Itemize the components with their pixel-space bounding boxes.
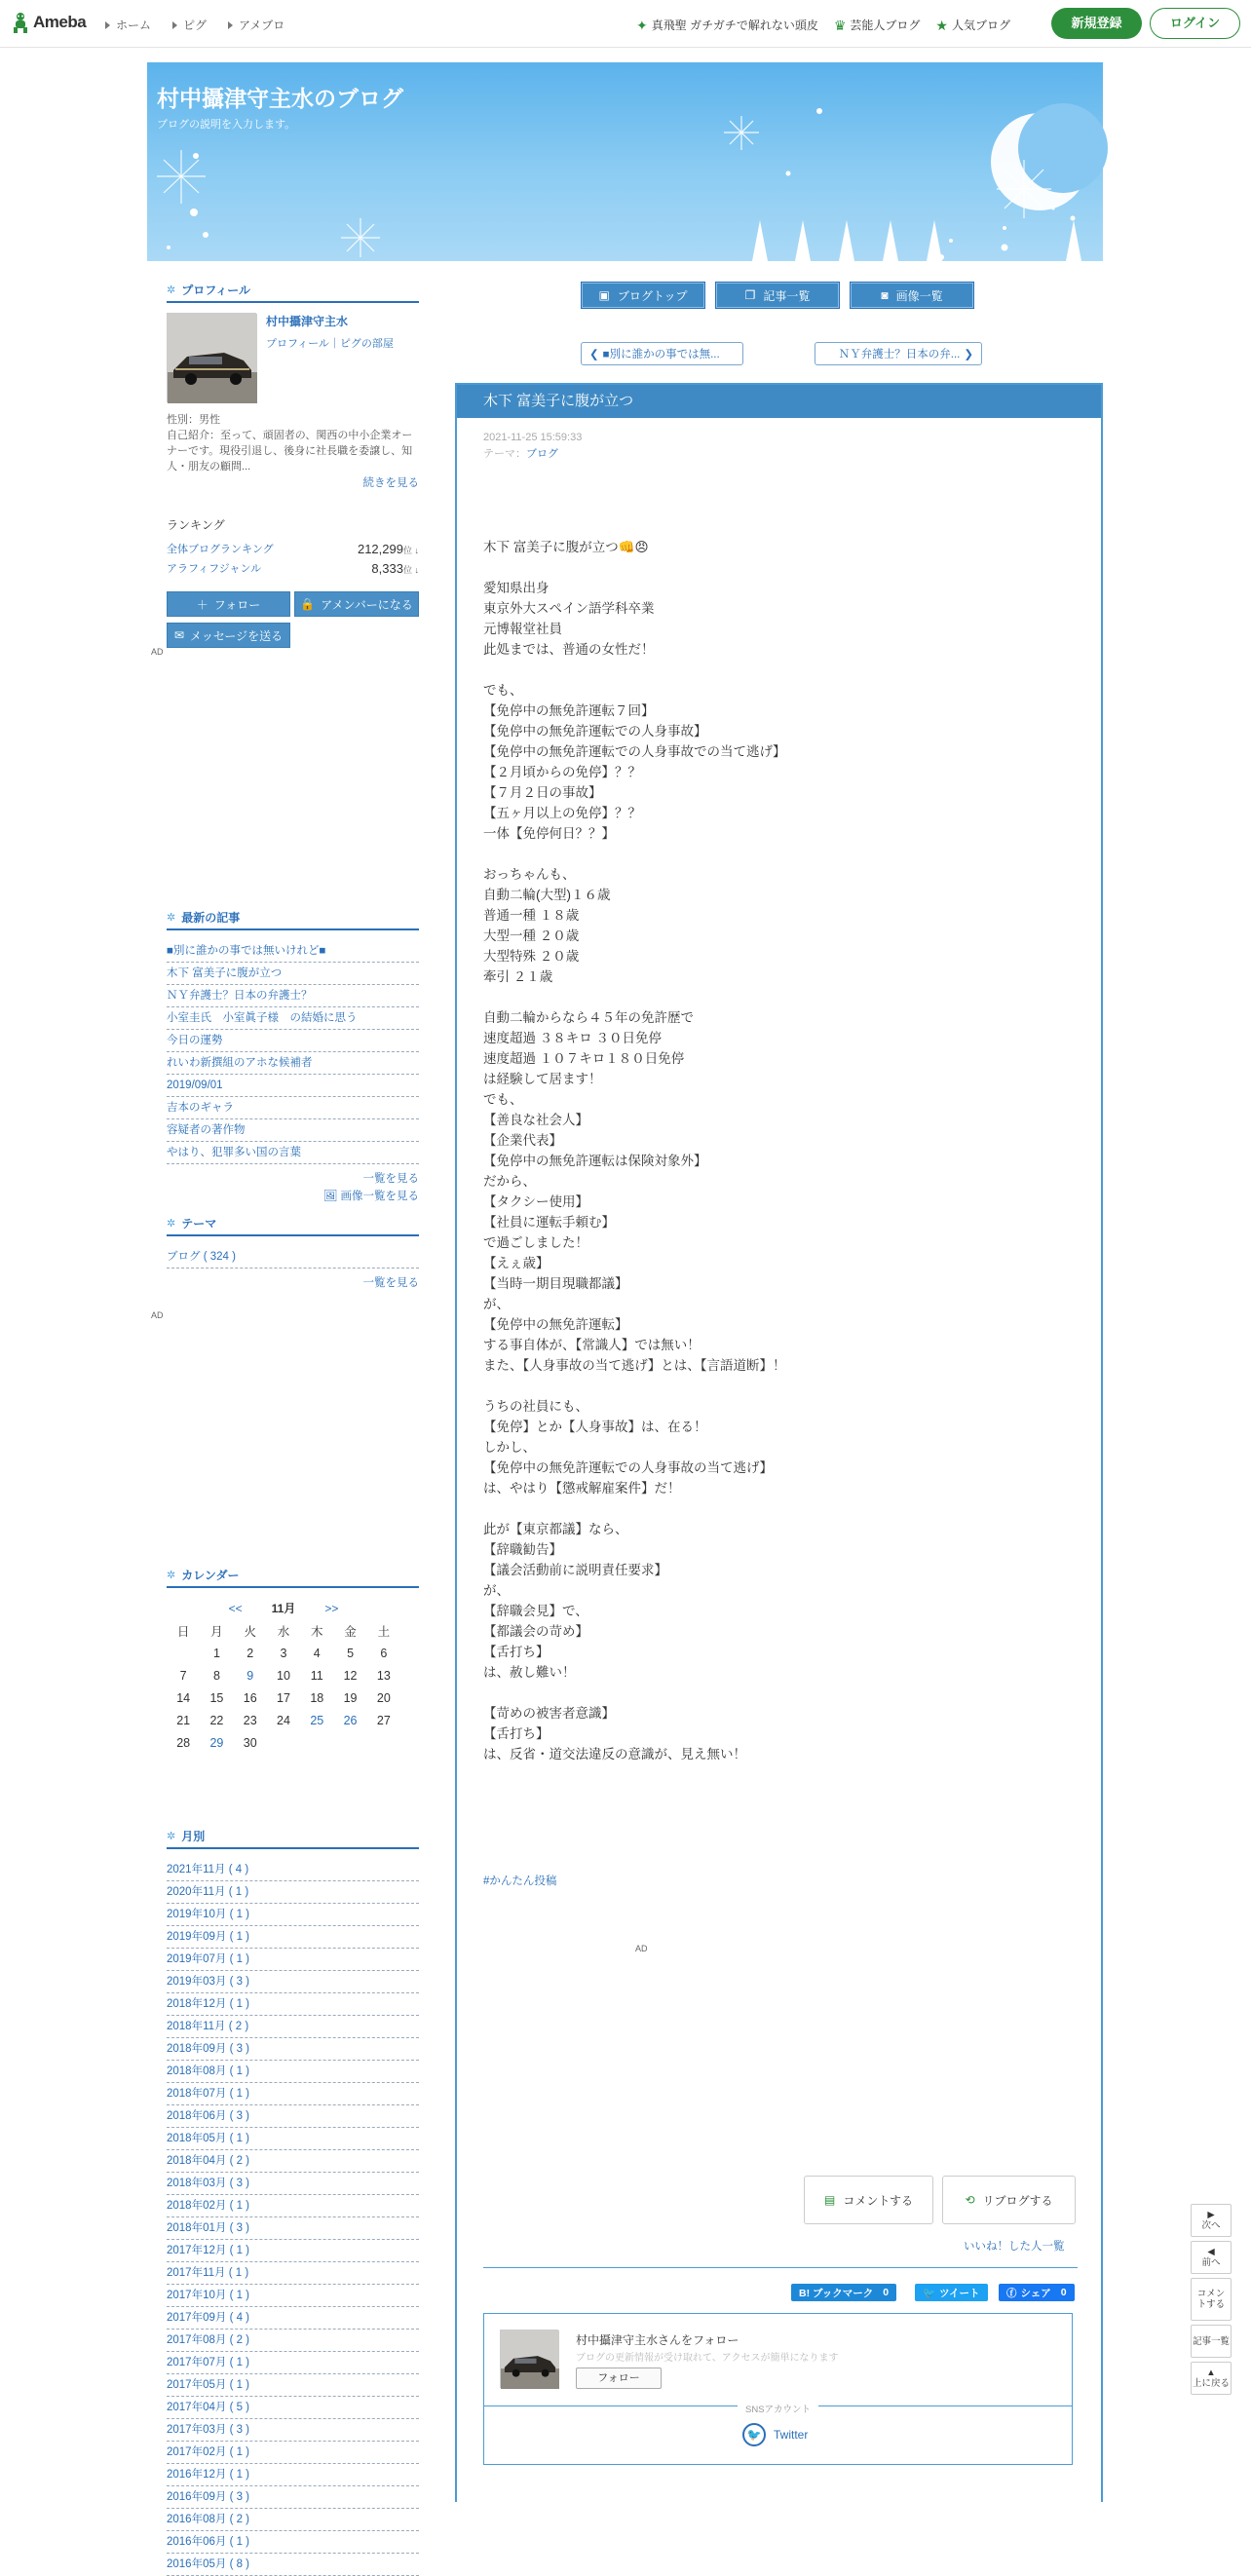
comment-icon: ▤ <box>824 2193 836 2207</box>
home-icon: ▣ <box>598 288 610 302</box>
float-prev-button[interactable] <box>1191 2241 1232 2274</box>
sns-label <box>484 2400 1072 2417</box>
recent-article-list <box>167 940 419 1164</box>
recent-article-item[interactable]: れいわ新撰組のアホな候補者 <box>167 1052 419 1075</box>
amember-button[interactable] <box>294 591 419 617</box>
button-label: コメントする <box>843 2193 913 2208</box>
ranking-value <box>358 542 419 556</box>
signup-button[interactable]: 新規登録 <box>1051 8 1142 39</box>
pager-label: ■別に誰かの事では無... <box>602 349 720 360</box>
profile-intro: 自己紹介：至って、頑固者の、関西の中小企業オーナーです。現役引退し、後身に社長職を委譲し、知人・朋友の顧問... <box>167 430 413 473</box>
calendar-day: 8 <box>212 1668 220 1683</box>
button-label: 画像一覧 <box>895 288 943 303</box>
monthly-archive-item[interactable]: 2018年09月 ( 3 ) <box>167 2038 419 2061</box>
monthly-archive-item[interactable]: 2018年04月 ( 2 ) <box>167 2150 419 2173</box>
calendar-day: 5 <box>347 1646 355 1660</box>
divider <box>483 2267 1078 2268</box>
float-list-button[interactable] <box>1191 2325 1232 2358</box>
article-title[interactable]: 木下 富美子に腹が立つ <box>457 385 1101 418</box>
float-next-button[interactable] <box>1191 2204 1232 2237</box>
calendar-day: 27 <box>376 1713 391 1727</box>
button-label: リブログする <box>982 2193 1053 2208</box>
recent-article-item[interactable]: 2019/09/01 <box>167 1075 419 1097</box>
calendar-day: 11 <box>310 1668 323 1683</box>
section-heading-profile <box>167 282 419 303</box>
calendar-day: 17 <box>277 1690 290 1705</box>
calendar-day: 2 <box>246 1646 254 1660</box>
monthly-archive-item[interactable]: 2018年07月 ( 1 ) <box>167 2083 419 2105</box>
ad-label: AD <box>151 647 164 657</box>
follow-avatar <box>500 2330 558 2388</box>
blog-title[interactable]: 村中攝津守主水のブログ <box>157 86 403 111</box>
arrow-right-icon <box>105 21 110 29</box>
calendar-day: 10 <box>277 1668 290 1683</box>
calendar-day <box>267 1731 300 1754</box>
car-photo <box>501 2330 559 2389</box>
profile-card <box>167 313 419 402</box>
ranking-unit: 位 <box>402 564 412 575</box>
calendar-day <box>333 1731 366 1754</box>
calendar-section <box>167 1567 419 1754</box>
float-label: 記事一覧 <box>1192 2335 1230 2347</box>
lock-icon: 🔒 <box>300 597 316 611</box>
calendar-day: 18 <box>310 1690 324 1705</box>
heading-text: テーマ <box>181 1216 217 1231</box>
chevron-left-icon: ❮ <box>589 349 599 360</box>
section-heading-recent <box>167 909 419 930</box>
blog-nav-buttons <box>581 282 974 309</box>
snowflake-icon: ✲ <box>167 1217 176 1230</box>
calendar-day <box>367 1731 400 1754</box>
twitter-icon: 🐦 <box>923 2287 936 2299</box>
heading-text: プロフィール <box>181 283 251 297</box>
monthly-archive-item[interactable]: 2016年12月 ( 1 ) <box>167 2464 419 2486</box>
monthly-archive-item[interactable]: 2017年10月 ( 1 ) <box>167 2285 419 2307</box>
theme-more-link[interactable]: 一覧を見る <box>362 1277 419 1289</box>
recent-article-item[interactable]: ＮＹ弁護士？日本の弁護士？ <box>167 985 419 1007</box>
calendar-prev[interactable]: << <box>228 1602 243 1615</box>
hashtag-link[interactable]: #かんたん投稿 <box>483 1875 557 1887</box>
sidebar <box>167 282 419 648</box>
recent-article-item[interactable]: 木下 富美子に腹が立つ <box>167 963 419 985</box>
documents-icon: ❐ <box>744 288 756 302</box>
heading-text: 月別 <box>181 1829 206 1843</box>
link-label: 芸能人ブログ <box>850 19 921 32</box>
link-label: Twitter <box>774 2428 809 2442</box>
share-count: 0 <box>1060 2287 1067 2298</box>
share-count: 0 <box>883 2287 890 2298</box>
floating-nav <box>1191 2204 1232 2399</box>
button-label: メッセージを送る <box>189 628 284 643</box>
monthly-archive-item[interactable]: 2018年12月 ( 1 ) <box>167 1993 419 2016</box>
link-label: 真飛聖 ガチガチで解れない頭皮 <box>651 19 818 32</box>
chevron-right-icon: ❯ <box>964 349 973 360</box>
share-label: B! ブックマーク <box>799 2287 874 2299</box>
follow-box <box>483 2313 1073 2465</box>
follow-subtitle: ブログの更新情報が受け取れて、アクセスが簡単になります <box>576 2353 839 2364</box>
ameba-logo[interactable] <box>12 12 86 33</box>
section-heading-calendar <box>167 1567 419 1588</box>
calendar-day[interactable]: 25 <box>310 1713 324 1727</box>
blog-header-banner <box>147 62 1103 261</box>
monthly-archive-item[interactable]: 2018年03月 ( 3 ) <box>167 2173 419 2195</box>
recent-article-item[interactable]: ■別に誰かの事では無いけれど■ <box>167 940 419 963</box>
calendar-day: 28 <box>176 1735 191 1750</box>
tweet-button[interactable] <box>915 2284 988 2301</box>
arrow-down-icon: ↓ <box>411 545 419 555</box>
plus-icon: ＋ <box>196 597 208 612</box>
likes-list-link[interactable]: いいね！した人一覧 <box>964 2241 1065 2253</box>
celebrity-blog-link[interactable] <box>834 17 921 33</box>
monthly-archive-item[interactable]: 2017年09月 ( 4 ) <box>167 2307 419 2330</box>
section-heading-theme <box>167 1215 419 1236</box>
monthly-archive-item[interactable]: 2019年07月 ( 1 ) <box>167 1949 419 1971</box>
monthly-archive-item[interactable]: 2018年11月 ( 2 ) <box>167 2016 419 2038</box>
calendar-day: 23 <box>243 1713 257 1727</box>
snowflake-icon: ✲ <box>167 1569 176 1581</box>
image-list-link[interactable] <box>167 1188 419 1205</box>
article-theme <box>483 446 582 463</box>
global-header <box>0 0 1251 48</box>
link-label: 画像一覧を見る <box>340 1191 419 1202</box>
calendar-nav <box>167 1598 400 1619</box>
twitter-icon: 🐦 <box>742 2423 766 2446</box>
camera-icon: ◙ <box>881 288 889 302</box>
car-photo <box>168 314 257 403</box>
monthly-archive-item[interactable]: 2016年06月 ( 1 ) <box>167 2531 419 2554</box>
monthly-archive-item[interactable]: 2016年09月 ( 3 ) <box>167 2486 419 2509</box>
monthly-archive-item[interactable]: 2017年07月 ( 1 ) <box>167 2352 419 2374</box>
calendar-day: 24 <box>277 1713 290 1727</box>
float-comment-button[interactable] <box>1191 2278 1232 2321</box>
calendar-day: 3 <box>280 1646 287 1660</box>
calendar-week-row <box>167 1731 400 1754</box>
calendar-day: 7 <box>179 1668 187 1683</box>
monthly-archive-item[interactable]: 2019年09月 ( 1 ) <box>167 1926 419 1949</box>
calendar-day: 14 <box>176 1690 191 1705</box>
button-label: 記事一覧 <box>763 288 811 303</box>
calendar-day: 21 <box>176 1713 191 1727</box>
nav-label: ピグ <box>183 19 208 32</box>
monthly-archive-item[interactable]: 2018年08月 ( 1 ) <box>167 2061 419 2083</box>
float-label: 次へ <box>1201 2220 1221 2231</box>
calendar-day: 6 <box>380 1646 388 1660</box>
section-heading-monthly <box>167 1828 419 1849</box>
blog-frame <box>147 62 1103 2570</box>
recent-more-link[interactable]: 一覧を見る <box>362 1173 419 1185</box>
sns-label-text: SNSアカウント <box>738 2405 818 2415</box>
monthly-archive-item[interactable]: 2017年05月 ( 1 ) <box>167 2374 419 2397</box>
send-message-button[interactable] <box>167 623 290 648</box>
float-label: 上に戻る <box>1192 2378 1230 2389</box>
blog-description: ブログの説明を入力します。 <box>157 119 296 131</box>
monthly-archive-section <box>167 1828 419 2570</box>
share-label: シェア <box>1020 2287 1051 2299</box>
calendar-grid <box>167 1619 400 1754</box>
calendar-week-row <box>167 1686 400 1709</box>
header-links <box>636 17 1010 33</box>
ranking-number: 212,299 <box>357 541 403 556</box>
follow-box-button[interactable]: フォロー <box>576 2368 662 2389</box>
follow-title: 村中攝津守主水さんをフォロー <box>576 2333 739 2347</box>
calendar-day: 13 <box>376 1668 391 1683</box>
calendar-weekday: 土 <box>377 1624 391 1639</box>
nav-pigg[interactable] <box>172 17 207 33</box>
snowflake-icon: ✲ <box>167 1830 176 1842</box>
comment-button[interactable] <box>804 2176 933 2224</box>
calendar-weekday: 月 <box>210 1624 223 1639</box>
triangle-up-icon: ▲ <box>1206 2368 1216 2378</box>
monthly-archive-item[interactable]: 2020年11月 ( 1 ) <box>167 1881 419 1904</box>
button-label: ブログトップ <box>617 288 688 303</box>
image-icon: 🖼 <box>322 1191 338 1202</box>
calendar-weekday: 水 <box>277 1624 290 1639</box>
monthly-archive-item[interactable]: 2017年12月 ( 1 ) <box>167 2240 419 2262</box>
monthly-archive-item[interactable]: 2017年08月 ( 2 ) <box>167 2330 419 2352</box>
ranking-number: 8,333 <box>371 560 403 576</box>
share-label: ツイート <box>939 2287 980 2299</box>
monthly-archive-item[interactable]: 2021年11月 ( 4 ) <box>167 1859 419 1881</box>
login-button[interactable]: ログイン <box>1150 8 1240 39</box>
calendar-week-row <box>167 1642 400 1664</box>
monthly-archive-item[interactable]: 2017年03月 ( 3 ) <box>167 2419 419 2442</box>
heading-text: カレンダー <box>181 1568 240 1582</box>
monthly-archive-item[interactable]: 2016年08月 ( 2 ) <box>167 2509 419 2531</box>
calendar-day[interactable]: 9 <box>246 1668 254 1683</box>
calendar-weekday: 火 <box>244 1624 256 1639</box>
play-right-icon: ▶ <box>1207 2210 1215 2220</box>
pager-label: ＮＹ弁護士？日本の弁... <box>838 349 961 360</box>
facebook-share-button[interactable] <box>999 2284 1075 2301</box>
calendar-weekday: 木 <box>311 1624 323 1639</box>
ad-label: AD <box>635 1944 648 1953</box>
calendar-day: 19 <box>343 1690 358 1705</box>
theme-section <box>167 1215 419 1292</box>
calendar-week-row <box>167 1664 400 1686</box>
article-list-button[interactable] <box>715 282 840 309</box>
recent-article-item[interactable]: やはり、犯罪多い国の言葉 <box>167 1142 419 1164</box>
calendar-day: 22 <box>209 1713 224 1727</box>
article-date: 2021-11-25 15:59:33 <box>483 432 583 443</box>
calendar-day: 30 <box>243 1735 257 1750</box>
profile-links[interactable]: プロフィール｜ピグの部屋 <box>266 338 394 350</box>
heading-text: 最新の記事 <box>181 910 241 925</box>
float-top-button[interactable] <box>1191 2362 1232 2395</box>
profile-gender: 性別：男性 <box>167 414 220 426</box>
calendar-day <box>300 1731 333 1754</box>
button-label: フォロー <box>213 597 261 612</box>
facebook-icon: ⓕ <box>1006 2287 1017 2299</box>
ranking-value <box>371 561 419 576</box>
calendar-day: 15 <box>209 1690 224 1705</box>
prev-article-link[interactable] <box>581 342 743 365</box>
global-nav <box>105 17 284 33</box>
arrow-right-icon <box>228 21 233 29</box>
float-label: 前へ <box>1201 2257 1221 2268</box>
hatena-bookmark-button[interactable] <box>791 2284 896 2301</box>
monthly-archive-list <box>167 1859 419 2576</box>
article-meta <box>483 430 582 463</box>
profile-avatar[interactable] <box>167 313 256 402</box>
calendar-month: 11月 <box>271 1602 296 1615</box>
twitter-account-link[interactable] <box>742 2423 808 2446</box>
link-label: 人気ブログ <box>951 19 1010 32</box>
calendar-day: 20 <box>376 1690 391 1705</box>
play-left-icon: ◀ <box>1207 2247 1215 2257</box>
snowflake-icon: ✲ <box>167 911 176 924</box>
article-body: 木下 富美子に腹が立つ👊😠 愛知県出身 東京外大スペイン語学科卒業 元博報堂社員 此処までは、普通の女性だ！ でも、 【免停中の無免許運転７回】 【免停中の無免許運転での人身事故】 【免停中の無免許運転での人身事故での当て逃げ】 【２月頃からの免停】？？ 【７月２日の事故】 【五ヶ月以上の免停】？？ 一体【免停何日？？】 おっちゃんも、 自動二輪(大型)１６歳 普通一種 １８歳 大型一種 ２０歳 大型特殊 ２０歳 牽引 ２１歳 自動二輪からなら４５年の免許歴で 速度超過 ３８キロ ３０日免停 速度超過 １０７キロ１８０日免停 は経験して居ます！ でも、 【善良な社会人】 【企業代表】 【免停中の無免許運転は保険対象外】 だから、 【タクシー使用】 【社員に運転手頼む】 で過ごしました！ 【えぇ歳】 【当時一期目現職都議】 が、 【免停中の無免許運転】 する事自体が、【常識人】では無い！ また、【人身事故の当て逃げ】とは、【言語道断】！ うちの社員にも、 【免停】とか【人身事故】は、在る！ しかし、 【免停中の無免許運転での人身事故の当て逃げ】 は、やはり【懲戒解雇案件】だ！ 此が【東京都議】なら、 【辞職勧告】 【議会活動前に説明責任要求】 が、 【辞職会見】で、 【都議会の苛め】 【舌打ち】 は、赦し難い！ 【苛めの被害者意識】 【舌打ち】 は、反省・道交法違反の意識が、見え無い！ <box>483 540 786 1762</box>
profile-actions <box>167 591 419 648</box>
ranking-row <box>167 539 419 558</box>
calendar-weekday: 日 <box>176 1624 190 1639</box>
calendar-day: 4 <box>313 1646 321 1660</box>
nav-label: アメブロ <box>239 19 285 32</box>
monthly-archive-item[interactable]: 2017年11月 ( 1 ) <box>167 2262 419 2285</box>
monthly-archive-item[interactable]: 2017年02月 ( 1 ) <box>167 2442 419 2464</box>
monthly-archive-item[interactable]: 2019年03月 ( 3 ) <box>167 1971 419 1993</box>
ranking-row <box>167 558 419 578</box>
calendar-weekday: 金 <box>344 1624 357 1639</box>
reblog-button[interactable] <box>942 2176 1076 2224</box>
ranking-heading: ランキング <box>167 518 225 532</box>
follow-button[interactable] <box>167 591 290 617</box>
theme-label: テーマ： <box>483 448 526 460</box>
crown-icon: ♛ <box>833 17 847 33</box>
image-list-button[interactable] <box>850 282 974 309</box>
monthly-archive-item[interactable]: 2018年05月 ( 1 ) <box>167 2128 419 2150</box>
calendar-day: 1 <box>212 1646 220 1660</box>
button-label: アメンバーになる <box>321 597 413 612</box>
arrow-right-icon <box>172 21 177 29</box>
monthly-archive-item[interactable]: 2018年01月 ( 3 ) <box>167 2217 419 2240</box>
calendar-week-row <box>167 1709 400 1731</box>
recent-article-item[interactable]: 小室圭氏 小室眞子様 の結婚に思う <box>167 1007 419 1030</box>
sparkle-icon: ✦ <box>636 17 648 33</box>
nav-label: ホーム <box>116 19 152 32</box>
monthly-archive-item[interactable]: 2017年04月 ( 5 ) <box>167 2397 419 2419</box>
monthly-archive-item[interactable]: 2016年05月 ( 8 ) <box>167 2554 419 2576</box>
star-icon: ★ <box>935 17 948 33</box>
calendar-day: 16 <box>243 1690 257 1705</box>
popular-blog-link[interactable] <box>935 17 1010 33</box>
theme-item[interactable]: ブログ ( 324 ) <box>167 1246 419 1269</box>
next-article-link[interactable] <box>815 342 982 365</box>
calendar-day[interactable]: 26 <box>343 1713 358 1727</box>
ameba-logo-icon <box>12 12 29 33</box>
calendar-day[interactable]: 29 <box>209 1735 224 1750</box>
monthly-archive-item[interactable]: 2018年06月 ( 3 ) <box>167 2105 419 2128</box>
mail-icon: ✉ <box>173 628 184 642</box>
recent-article-item[interactable]: 吉本のギャラ <box>167 1097 419 1119</box>
monthly-archive-item[interactable]: 2019年10月 ( 1 ) <box>167 1904 419 1926</box>
calendar-weekday-row <box>167 1619 400 1642</box>
recent-article-item[interactable]: 今日の運勢 <box>167 1030 419 1052</box>
article <box>455 383 1103 2502</box>
recent-article-item[interactable]: 容疑者の著作物 <box>167 1119 419 1142</box>
trending-link[interactable] <box>636 17 818 33</box>
calendar-day <box>167 1642 200 1664</box>
monthly-archive-item[interactable]: 2018年02月 ( 1 ) <box>167 2195 419 2217</box>
arrow-down-icon: ↓ <box>411 564 419 575</box>
recent-articles-section <box>167 909 419 1205</box>
reblog-icon: ⟲ <box>965 2193 975 2207</box>
calendar-next[interactable]: >> <box>324 1602 339 1615</box>
ranking-label[interactable]: 全体ブログランキング <box>167 544 274 555</box>
logo-text: Ameba <box>33 13 87 31</box>
profile-more-link[interactable]: 続きを見る <box>362 477 419 489</box>
theme-link[interactable]: ブログ <box>526 448 558 460</box>
nav-ameblo[interactable] <box>228 17 284 33</box>
profile-name[interactable]: 村中攝津守主水 <box>266 315 349 328</box>
nav-home[interactable] <box>105 17 151 33</box>
snowflake-icon: ✲ <box>167 284 176 296</box>
calendar <box>167 1598 400 1754</box>
float-label: コメントする <box>1196 2289 1226 2310</box>
ranking-label[interactable]: アラフィフジャンル <box>167 563 262 575</box>
ad-label: AD <box>151 1310 164 1320</box>
blog-top-button[interactable] <box>581 282 705 309</box>
calendar-day: 12 <box>343 1668 358 1683</box>
ranking-unit: 位 <box>402 545 412 555</box>
